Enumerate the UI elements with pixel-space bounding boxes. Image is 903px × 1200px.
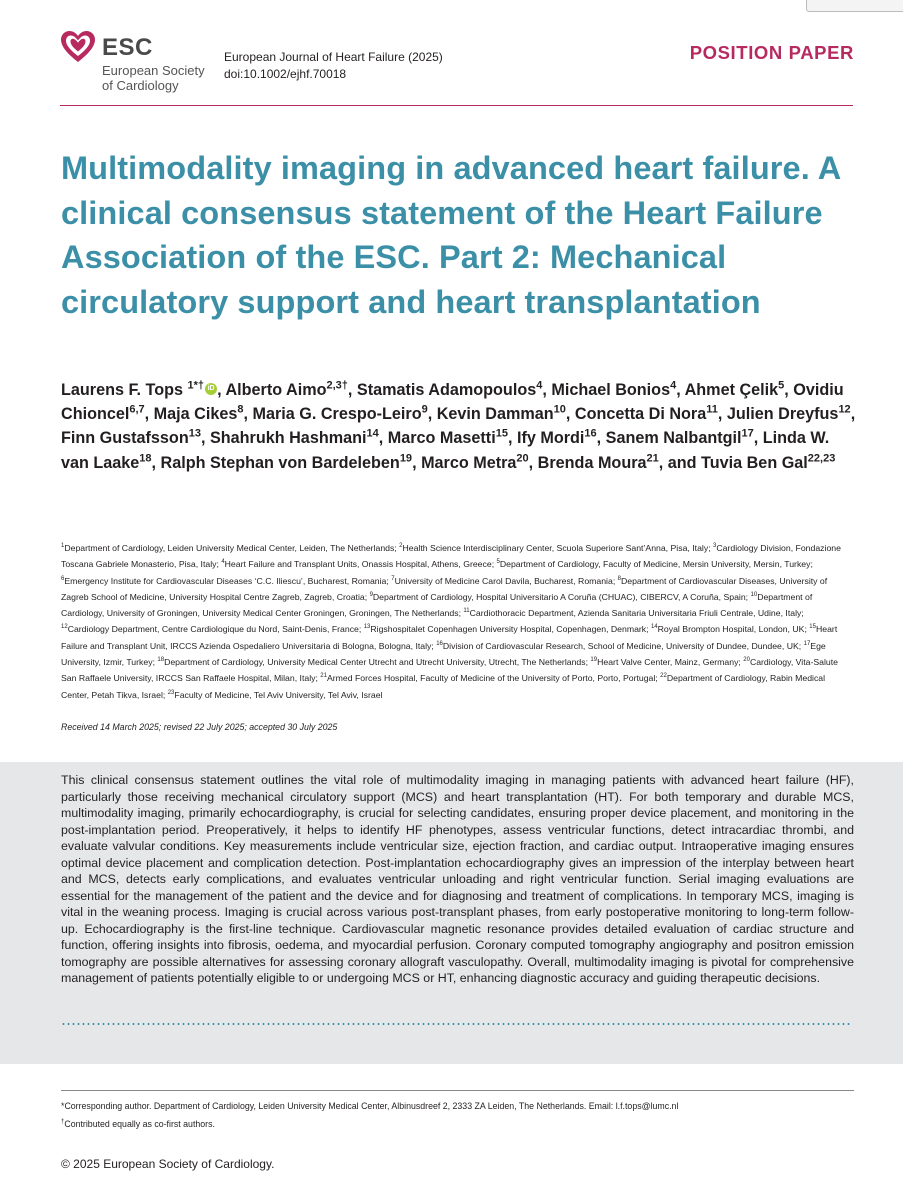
author bbox=[61, 381, 217, 399]
affiliation-text: Cardiology Department, Centre Cardiologique du Nord, Saint-Denis, France bbox=[67, 624, 359, 635]
author-affiliation-marker: 15 bbox=[495, 428, 508, 441]
affiliation-number: 22 bbox=[660, 673, 667, 680]
author bbox=[685, 381, 785, 399]
affiliation-number: 12 bbox=[61, 624, 68, 631]
author-name: Kevin Damman bbox=[436, 405, 554, 424]
author-name: Ahmet Çelik bbox=[684, 381, 779, 399]
author-affiliation-marker: 1*† bbox=[187, 379, 205, 392]
author bbox=[388, 429, 508, 447]
author-affiliation-marker: 10 bbox=[553, 403, 566, 416]
affiliation-text: Department of Cardiology, Rabin Medical Center, Petah Tikva, Israel bbox=[61, 673, 826, 700]
author bbox=[357, 381, 542, 399]
affiliation-text: Department of Cardiology, University of Groningen, University Medical Center Groningen, Groningen, The Netherlands bbox=[61, 591, 813, 619]
affiliation-text: Ege University, Izmir, Turkey bbox=[61, 640, 826, 668]
affiliation-number: 11 bbox=[463, 608, 470, 615]
author-affiliation-marker: 11 bbox=[706, 403, 718, 416]
affiliation-text: Department of Cardiology, Leiden University Medical Center, Leiden, The Netherlands bbox=[64, 543, 395, 553]
author-affiliation-marker: 4 bbox=[536, 379, 543, 392]
check-for-updates-badge[interactable] bbox=[806, 0, 903, 12]
affiliation-number: 1 bbox=[61, 543, 65, 550]
affiliation-number: 9 bbox=[369, 592, 373, 598]
corresponding-author-footnote bbox=[61, 1101, 678, 1111]
author-affiliation-marker: 18 bbox=[139, 452, 152, 465]
affiliation-text: Department of Cardiology, Faculty of Medicine, Mersin University, Mersin, Turkey bbox=[499, 559, 811, 570]
author-affiliation-marker: 8 bbox=[237, 403, 244, 416]
author-name: Alberto Aimo bbox=[225, 381, 327, 399]
affiliation-number: 18 bbox=[157, 657, 165, 664]
author-affiliation-marker: 9 bbox=[421, 403, 428, 416]
affiliation-number: 16 bbox=[436, 640, 443, 647]
affiliation-text: Health Science Interdisciplinary Center, Scuola Superiore Sant’Anna, Pisa, Italy bbox=[402, 543, 709, 553]
author bbox=[575, 405, 718, 423]
affiliation-text: Royal Brompton Hospital, London, UK bbox=[657, 624, 805, 635]
author-name: Ify Mordi bbox=[516, 429, 585, 448]
affiliation-text: Armed Forces Hospital, Faculty of Medicine of the University of Porto, Porto, Portugal bbox=[326, 673, 656, 684]
author-affiliation-marker: 21 bbox=[646, 452, 659, 465]
author-name: Sanem Nalbantgil bbox=[605, 429, 742, 448]
affiliation-text: Heart Failure and Transplant Units, Onassis Hospital, Athens, Greece bbox=[224, 559, 492, 570]
logo-abbrev: ESC bbox=[102, 34, 153, 61]
affiliation-number: 21 bbox=[320, 673, 327, 680]
author-affiliation-marker: 19 bbox=[399, 452, 413, 465]
author-name: Tuvia Ben Gal bbox=[701, 453, 808, 472]
paper-type: POSITION PAPER bbox=[689, 42, 854, 63]
esc-logo bbox=[60, 28, 210, 94]
affiliation-number: 15 bbox=[809, 624, 816, 631]
affiliations: $^1$Department of Cardiology, Leiden University Medical Center, Leiden, The Netherlands; $^2$Health Science Interdisciplinary Center, Scuola Superiore Sant’Anna, Pisa, Italy; $^3$Cardiology Division, Fondazione Toscana Gabriele Monasterio, Pisa, Italy; $^4$Heart Failure and Transplant Units, Onassis Hospital, Athens, Greece; $^5$Department of Cardiology, Faculty of Medicine, Mersin University, Mersin, Turkey; $^6$Emergency Institute for Cardiovascular Diseases ‘C.C. Iliescu’, Bucharest, Romania; $^7$University of Medicine Carol Davila, Bucharest, Romania; $^8$Department of Cardiovascular Diseases, University of Zagreb School of Medicine, University Hospital Centre Zagreb, Zagreb, Croatia; $^9$Department of Cardiology, Hospital Universitario A Coruña (CHUAC), CIBERCV, A Coruña, Spain; $^{10}$Department of Cardiology, University of Groningen, University Medical Center Groningen, Groningen, The Netherlands; $^{11}$Cardiothoracic Department, Azienda Sanitaria Universitaria Friuli Centrale, Udine, Italy; $^{12}$Cardiology Department, Centre Cardiologique du Nord, Saint-Denis, France; $^{13}$Rigshospitalet Copenhagen University Hospital, Copenhagen, Denmark; $^{14}$Royal Brompton Hospital, London, UK; $^{15}$Heart Failure and Transplant Unit, IRCCS Azienda Ospedaliero Universitaria di Bologna, Bologna, Italy; $^{16}$Division of Cardiovascular Research, School of Medicine, University of Dundee, Dundee, UK; $^{17}$Ege University, Izmir, Turkey; $^{18}$Department of Cardiology, University Medical Center Utrecht and Utrecht University, Utrecht, The Netherlands; $^{19}$Heart Valve Center, Mainz, Germany; $^{20}$Cardiology, Vita-Salute San Raffaele University, IRCCS San Raffaele Hospital, Milan, Italy; $^{21}$Armed Forces Hospital, Faculty of Medicine of the University of Porto, Porto, Portugal; $^{22}$Department of Cardiology, Rabin Medical Center, Petah Tikva, Israel; $^{23}$Faculty of Medicine, Tel Aviv University, Tel Aviv, Israel bbox=[61, 543, 841, 700]
author-affiliation-marker: 6,7 bbox=[129, 403, 145, 416]
cofirst-footnote bbox=[61, 1119, 215, 1129]
author bbox=[517, 429, 597, 447]
author-affiliation-marker: 17 bbox=[741, 428, 754, 441]
author bbox=[727, 405, 851, 423]
author-affiliation-marker: 5 bbox=[778, 379, 785, 392]
affiliation-text: Division of Cardiovascular Research, School of Medicine, University of Dundee, Dundee, UK bbox=[442, 640, 799, 651]
affiliation-text: Cardiology Division, Fondazione Toscana Gabriele Monasterio, Pisa, Italy bbox=[61, 543, 841, 570]
author bbox=[421, 454, 529, 472]
author-name: Linda W. van Laake bbox=[61, 429, 830, 472]
footnote-mark: † bbox=[61, 1119, 65, 1126]
author-affiliation-marker: 12 bbox=[838, 403, 851, 416]
author bbox=[161, 454, 413, 472]
abstract-dotted-rule bbox=[61, 1023, 851, 1025]
footnote-mark: * bbox=[61, 1101, 65, 1111]
author-affiliation-marker: 13 bbox=[188, 428, 201, 441]
author-name: Marco Masetti bbox=[387, 429, 496, 448]
author bbox=[701, 454, 835, 472]
affiliation-text: Faculty of Medicine, Tel Aviv University, Tel Aviv, Israel bbox=[174, 689, 383, 700]
author-affiliation-marker: 22,23 bbox=[807, 452, 836, 465]
abstract-text: This clinical consensus statement outlines the vital role of multimodality imaging in managing patients with advanced heart failure (HF), particularly those receiving mechanical circulatory support (MCS) and heart transplantation (HT). For both temporary and durable MCS, multimodality imaging, primarily echocardiography, is crucial for selecting candidates, ensuring proper device placement, and monitoring in the post-implantation period. Preoperatively, it helps to identify HF phenotypes, assess ventricular functions, detect intracardiac thrombi, and evaluate valvular conditions. Key measurements include ventricular size, ejection fraction, and cardiac output. Intraoperative imaging ensures optimal device placement and complication detection. Post-implantation echocardiography gives an impression of the interplay between heart and MCS, detects early complications, and evaluates ventricular unloading and right ventricular function. Serial imaging evaluations are essential for the management of the patient and the device and for diagnosing and treatment of complications. In temporary MCS, imaging is vital in the weaning process. Imaging is crucial across various post-transplant phases, from early postoperative monitoring to long-term follow-up. Echocardiography is the first-line technique. Cardiovascular magnetic resonance provides detailed evaluation of cardiac structure and function, offering insights into fibrosis, oedema, and myocardial perfusion. Coronary computed tomography angiography and positron emission tomography are possible alternatives for assessing coronary allograft vasculopathy. Overall, multimodality imaging is pivotal for comprehensive management of patients potentially eligible to or undergoing MCS or HT, enhancing diagnostic accuracy and guiding therapeutic decisions. bbox=[61, 773, 854, 985]
affiliation-number: 2 bbox=[399, 543, 403, 550]
affiliation-text: Department of Cardiology, Hospital Universitario A Coruña (CHUAC), CIBERCV, A Coruña, Spain bbox=[372, 591, 746, 602]
journal-name: European Journal of Heart Failure (2025) bbox=[224, 50, 443, 64]
affiliation-number: 4 bbox=[221, 559, 225, 566]
logo-line-1: European Society bbox=[102, 63, 205, 78]
received-dates: Received 14 March 2025; revised 22 July 2025; accepted 30 July 2025 bbox=[61, 722, 338, 732]
affiliation-number: 7 bbox=[391, 575, 395, 582]
affiliation-number: 6 bbox=[61, 575, 65, 582]
author-name: Ovidiu Chioncel bbox=[61, 381, 844, 424]
author bbox=[551, 381, 676, 399]
author bbox=[252, 405, 427, 423]
logo-line-2: of Cardiology bbox=[102, 78, 179, 93]
affiliation-number: 10 bbox=[750, 592, 758, 598]
author bbox=[538, 454, 659, 472]
doi[interactable]: doi:10.1002/ejhf.70018 bbox=[224, 67, 347, 81]
author-name: Stamatis Adamopoulos bbox=[356, 381, 537, 399]
author-name: Marco Metra bbox=[421, 453, 517, 472]
affiliation-text: Heart Failure and Transplant Unit, IRCCS Azienda Ospedaliero Universitaria di Bologna, Bologna, Italy bbox=[61, 624, 838, 651]
affiliation-number: 3 bbox=[713, 543, 717, 550]
author-affiliation-marker: 4 bbox=[670, 379, 677, 392]
affiliation-number: 23 bbox=[167, 689, 175, 696]
author bbox=[606, 429, 754, 447]
author-name: Shahrukh Hashmani bbox=[209, 429, 367, 448]
affiliation-text: Heart Valve Center, Mainz, Germany bbox=[597, 657, 739, 668]
affiliation-text: Department of Cardiology, University Medical Center Utrecht and Utrecht University, Utrecht, The Netherlands bbox=[164, 657, 586, 668]
author-name: Laurens F. Tops bbox=[61, 381, 184, 399]
affiliation-text: Emergency Institute for Cardiovascular Diseases ‘C.C. Iliescu’, Bucharest, Romania bbox=[64, 575, 387, 586]
author-name: Concetta Di Nora bbox=[574, 405, 707, 424]
author bbox=[210, 429, 379, 447]
author-affiliation-marker: 16 bbox=[584, 428, 597, 441]
footnote-rule bbox=[61, 1090, 854, 1091]
author-name: Ralph Stephan von Bardeleben bbox=[160, 453, 400, 472]
author-affiliation-marker: 20 bbox=[516, 452, 529, 465]
cofirst-text: Contributed equally as co-first authors. bbox=[64, 1119, 215, 1129]
corresponding-text: Corresponding author. Department of Cardiology, Leiden University Medical Center, Albinusdreef 2, 2333 ZA Leiden, The Netherlands. Email: l.f.tops@lumc.nl bbox=[64, 1101, 679, 1111]
affiliation-number: 13 bbox=[363, 624, 371, 631]
author bbox=[437, 405, 566, 423]
author-name: Finn Gustafsson bbox=[61, 429, 189, 448]
author-name: Brenda Moura bbox=[537, 453, 647, 472]
author bbox=[154, 405, 244, 423]
affiliation-text: Cardiothoracic Department, Azienda Sanitaria Universitaria Friuli Centrale, Udine, Italy bbox=[469, 608, 802, 619]
copyright: © 2025 European Society of Cardiology. bbox=[61, 1157, 275, 1171]
affiliation-number: 19 bbox=[590, 657, 598, 664]
header-rule bbox=[60, 105, 853, 106]
orcid-icon[interactable]: iD bbox=[205, 383, 217, 395]
affiliation-text: Rigshospitalet Copenhagen University Hospital, Copenhagen, Denmark bbox=[370, 624, 647, 635]
author-list: Laurens F. Tops $^{1*\dagger}$ iD , Alberto Aimo$^{2,3\dagger}$, Stamatis Adamopoulos$^4$, Michael Bonios$^4$, Ahmet Çelik$^5$, Ovidiu Chioncel$^{6,7}$, Maja Cikes$^8$, Maria G. Crespo-Leiro$^9$, Kevin Damman$^{10}$, Concetta Di Nora$^{11}$, Julien Dreyfus$^{12}$, Finn Gustafsson$^{13}$, Shahrukh Hashmani$^{14}$, Marco Masetti$^{15}$, Ify Mordi$^{16}$, Sanem Nalbantgil$^{17}$, Linda W. van Laake$^{18}$, Ralph Stephan von Bardeleben$^{19}$, Marco Metra$^{20}$, Brenda Moura$^{21}$, and Tuvia Ben Gal$^{22,23}$ bbox=[61, 379, 856, 472]
affiliation-text: Department of Cardiovascular Diseases, University of Zagreb School of Medicine, University Hospital Centre Zagreb, Zagreb, Croatia bbox=[61, 575, 828, 602]
author-affiliation-marker: 2,3† bbox=[326, 379, 348, 392]
affiliation-text: Cardiology, Vita-Salute San Raffaele University, IRCCS San Raffaele Hospital, Milan, Italy bbox=[61, 657, 838, 684]
affiliation-number: 5 bbox=[496, 559, 500, 566]
affiliation-number: 20 bbox=[743, 657, 750, 664]
affiliation-number: 14 bbox=[650, 624, 658, 631]
journal-info bbox=[224, 49, 443, 83]
author bbox=[225, 381, 347, 399]
affiliation-number: 17 bbox=[803, 640, 811, 647]
author-name: Maja Cikes bbox=[153, 405, 238, 424]
author-name: Maria G. Crespo-Leiro bbox=[252, 405, 422, 424]
article-title: Multimodality imaging in advanced heart failure. A clinical consensus statement of the Heart Failure Association of the ESC. Part 2: Mechanical circulatory support and heart transplantation bbox=[61, 150, 841, 320]
author-name: Julien Dreyfus bbox=[726, 405, 839, 424]
affiliation-text: University of Medicine Carol Davila, Bucharest, Romania bbox=[394, 575, 613, 586]
affiliation-number: 8 bbox=[617, 575, 621, 582]
heart-icon bbox=[60, 30, 96, 64]
author-name: Michael Bonios bbox=[551, 381, 671, 399]
author bbox=[61, 429, 201, 447]
author-affiliation-marker: 14 bbox=[366, 428, 379, 441]
